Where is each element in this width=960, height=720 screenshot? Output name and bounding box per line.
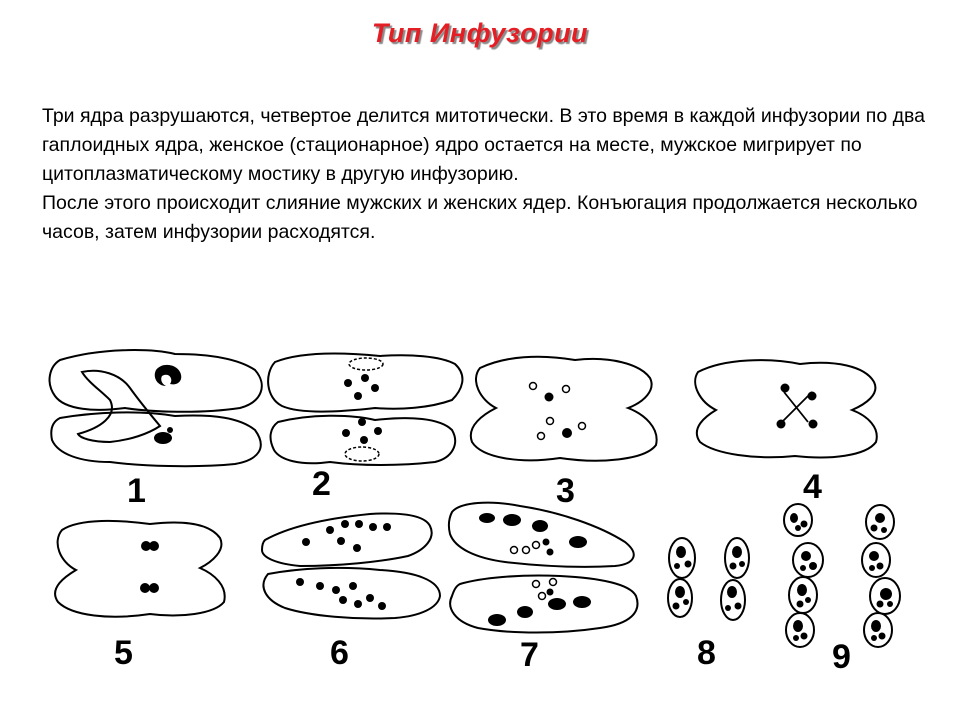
- stage-label-4: 4: [803, 468, 822, 506]
- stage-label-1: 1: [127, 472, 146, 510]
- stage-6-diagram: [262, 514, 440, 619]
- stage-label-2: 2: [312, 465, 331, 503]
- stage-5-nuclei: [140, 541, 159, 593]
- stage-label-3: 3: [556, 472, 575, 510]
- stage-label-7: 7: [520, 636, 539, 674]
- stage-3-nuclei: [530, 383, 586, 440]
- conjugation-stages-figure: [0, 330, 960, 720]
- stage-1-nuclei: [154, 365, 181, 444]
- stage-label-8: 8: [697, 634, 716, 672]
- paragraph-1: Три ядра разрушаются, четвертое делится митотически. В это время в каждой инфузории по два гаплоидных ядра, женское (стационарное) ядро остается на месте, мужское мигрирует по цитоплазматическому мостику в другую инфузорию.: [42, 105, 925, 185]
- stage-4-diagram: [695, 360, 877, 457]
- stage-3-diagram: [471, 357, 657, 461]
- stage-label-5: 5: [114, 634, 133, 672]
- stage-2-diagram: [268, 354, 462, 465]
- stage-5-diagram: [55, 521, 225, 617]
- body-text: [42, 102, 932, 247]
- stage-label-6: 6: [330, 634, 349, 672]
- slide-title: Тип Инфузории: [371, 18, 589, 48]
- stage-1-diagram: [50, 350, 262, 466]
- stage-label-9: 9: [832, 638, 851, 676]
- paragraph-2: После этого происходит слияние мужских и женских ядер. Конъюгация продолжается несколько часов, затем инфузории расходятся.: [42, 192, 918, 243]
- stage-7-nuclei: [479, 513, 591, 626]
